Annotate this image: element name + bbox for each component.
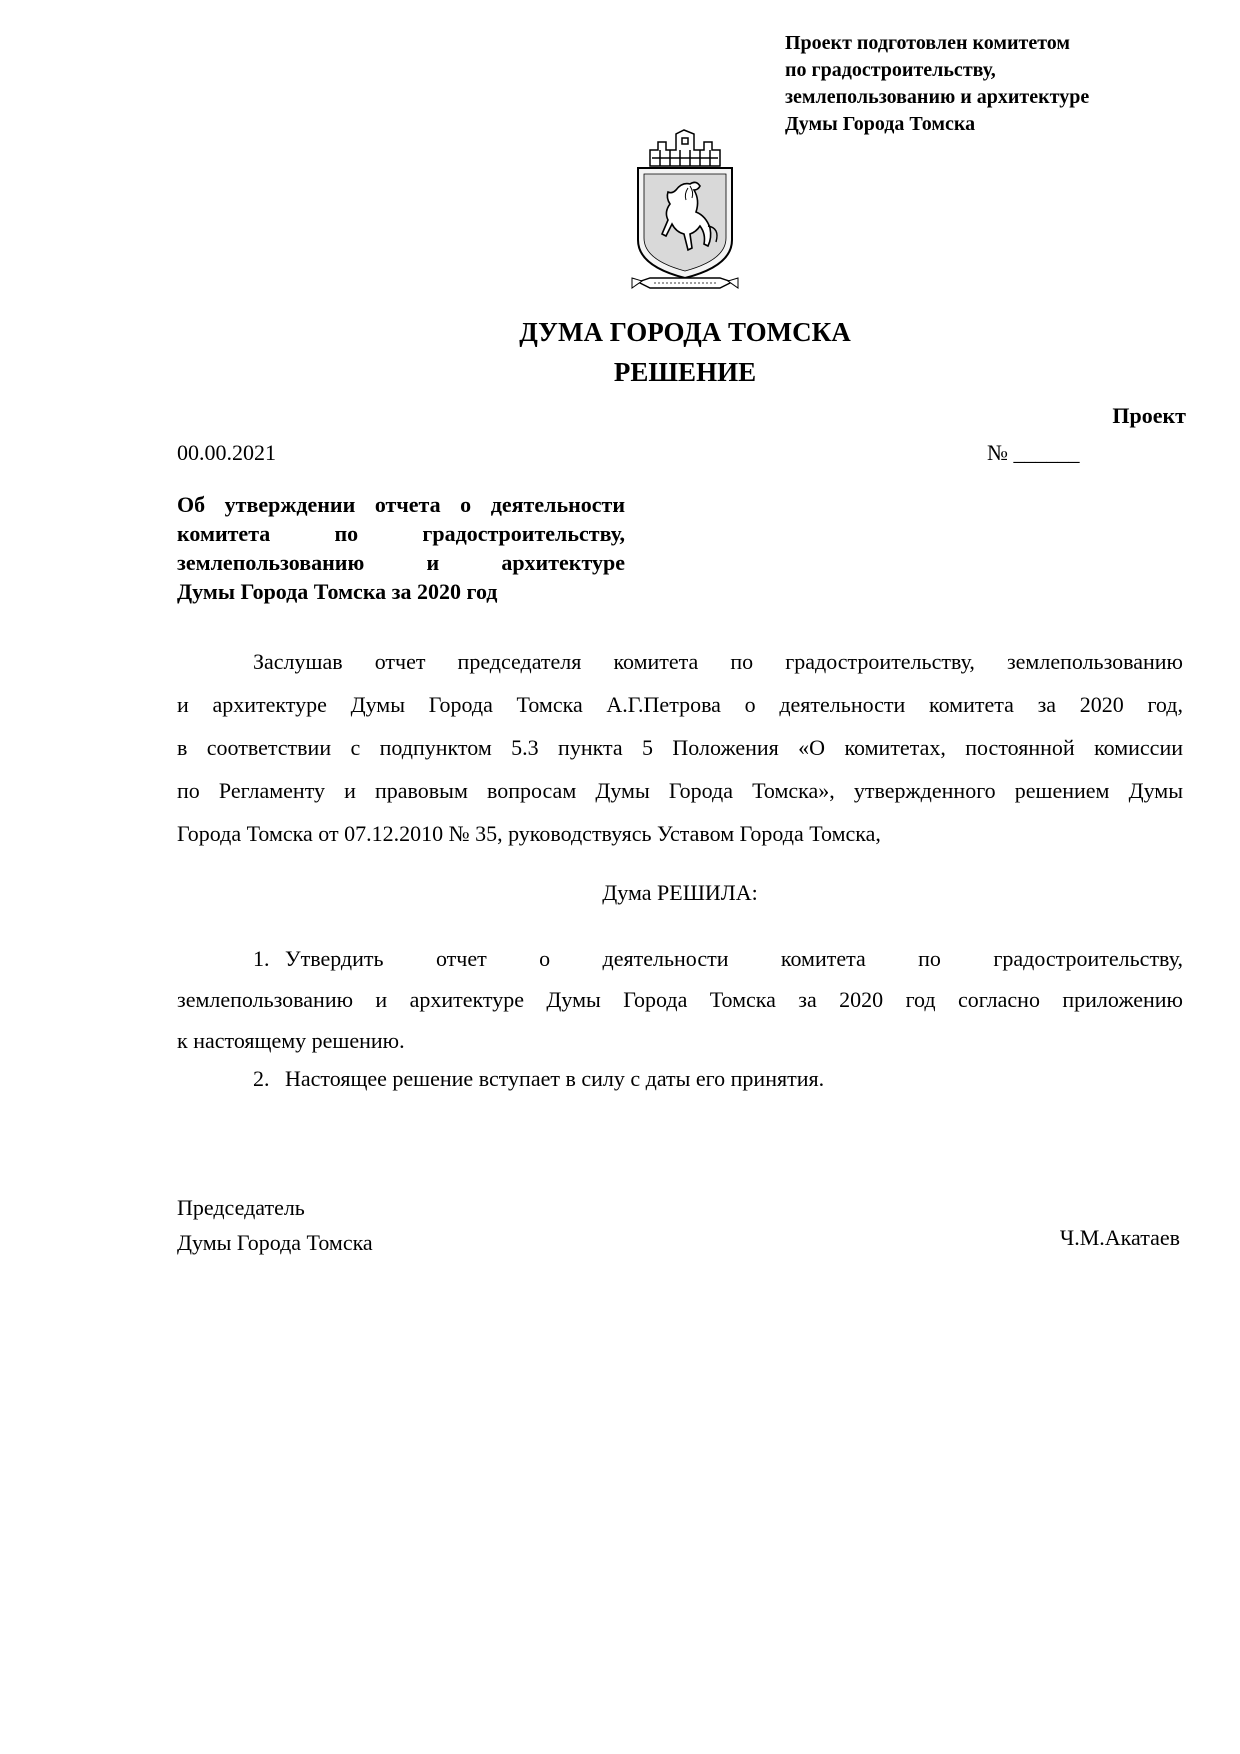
signatory-position (177, 1190, 373, 1260)
decision-item-1 (177, 938, 1183, 1061)
document-title (0, 312, 1240, 392)
subject-line: комитета по градостроительству, (177, 521, 625, 546)
preamble-line: Города Томска от 07.12.2010 № 35, руководствуясь Уставом Города Томска, (177, 821, 881, 846)
preamble-line: Заслушав отчет председателя комитета по градостроительству, землепользованию (253, 649, 1183, 674)
council-name: ДУМА ГОРОДА ТОМСКА (519, 317, 851, 347)
document-subject (177, 490, 625, 606)
resolved-heading: Дума РЕШИЛА: (602, 880, 758, 905)
preparer-note-line: по градостроительству, (785, 59, 996, 81)
decision-item-2 (253, 1066, 824, 1092)
signatory-position-line: Думы Города Томска (177, 1230, 373, 1255)
document-date: 00.00.2021 (177, 440, 276, 465)
subject-line: Об утверждении отчета о деятельности (177, 492, 625, 517)
signatory-position-line: Председатель (177, 1195, 305, 1220)
preamble-line: по Регламенту и правовым вопросам Думы Города Томска», утвержденного решением Думы (177, 778, 1183, 803)
decision-item-line: землепользованию и архитектуре Думы Города Томска за 2020 год согласно приложению (177, 987, 1183, 1012)
preamble-line: и архитектуре Думы Города Томска А.Г.Петрова о деятельности комитета за 2020 год, (177, 692, 1183, 717)
decision-item-line (177, 938, 1183, 979)
preamble-paragraph (177, 640, 1183, 855)
preparer-note-line: землепользованию и архитектуре (785, 86, 1090, 108)
preparer-note-line: Проект подготовлен комитетом (785, 32, 1071, 54)
item-number: 1. (253, 946, 270, 971)
item-text: Утвердить отчет о деятельности комитета по градостроительству, (285, 946, 1183, 971)
preparer-note-line: Думы Города Томска (785, 113, 976, 135)
subject-line: Думы Города Томска за 2020 год (177, 579, 498, 604)
item-text: Настоящее решение вступает в силу с даты его принятия. (285, 1066, 825, 1091)
item-number: 2. (253, 1066, 270, 1091)
subject-line: землепользованию и архитектуре (177, 550, 625, 575)
document-number: № ______ (987, 440, 1080, 465)
signatory-name: Ч.М.Акатаев (1059, 1225, 1180, 1250)
project-label: Проект (1112, 403, 1186, 428)
document-type: РЕШЕНИЕ (613, 357, 757, 387)
preamble-line: в соответствии с подпунктом 5.3 пункта 5 Положения «О комитетах, постоянной комиссии (177, 735, 1183, 760)
decision-item-line: к настоящему решению. (177, 1028, 405, 1053)
tomsk-coat-of-arms-icon (630, 128, 740, 300)
preparer-note (785, 30, 1089, 138)
